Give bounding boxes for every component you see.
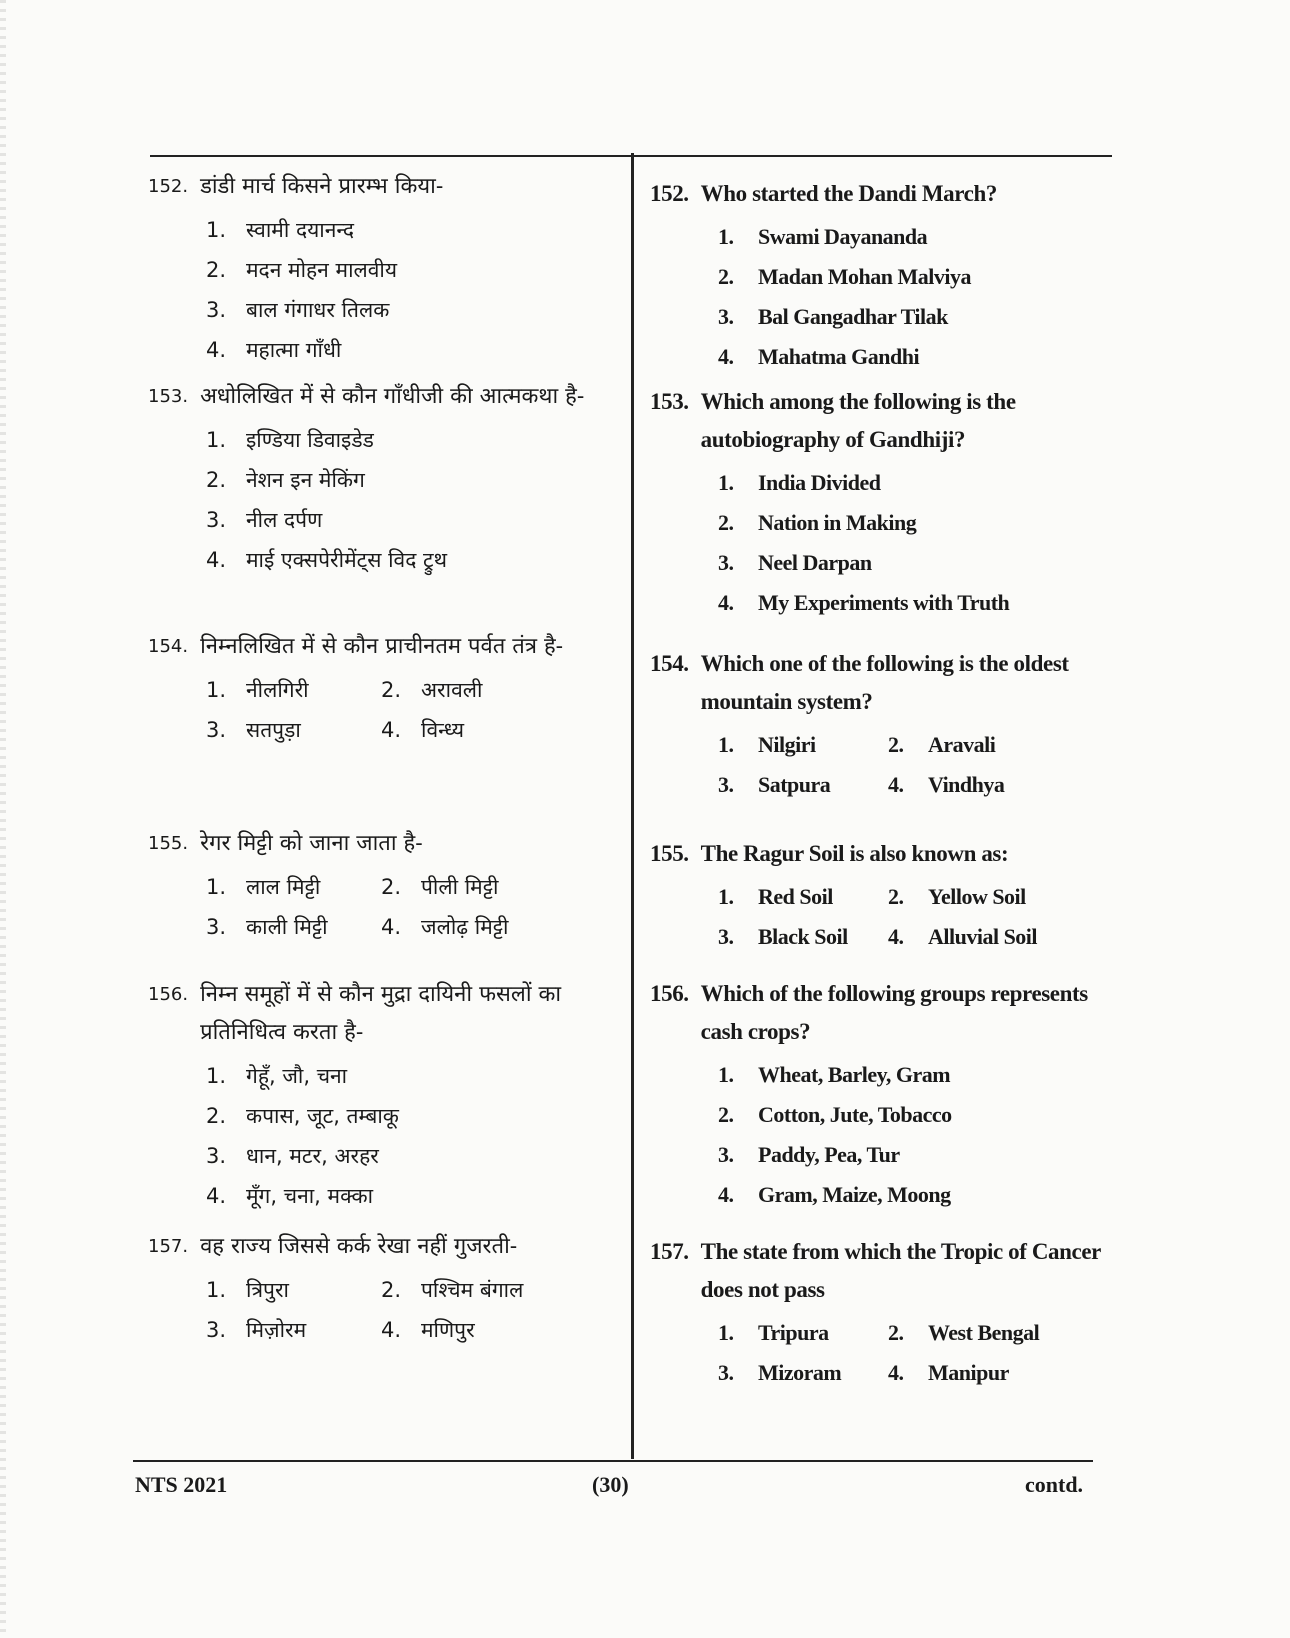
question-text: Which one of the following is the oldest mountain system? — [700, 651, 1069, 714]
option — [650, 257, 1110, 297]
option-number: 4. — [888, 924, 904, 949]
option — [381, 670, 561, 710]
option-text: महात्मा गाँधी — [246, 338, 342, 362]
option — [148, 1096, 598, 1136]
hindi-question-157 — [148, 1228, 598, 1350]
question-text: निम्न समूहों में से कौन मुद्रा दायिनी फसलों का प्रतिनिधित्व करता है- — [200, 982, 562, 1045]
question-number: 153. — [148, 386, 189, 407]
footer-exam-code: NTS 2021 — [135, 1472, 228, 1497]
question-text: Which among the following is the autobiography of Gandhiji? — [700, 389, 1016, 452]
question-text: The state from which the Tropic of Cancer does not pass — [700, 1239, 1101, 1302]
bottom-rule — [133, 1460, 1093, 1462]
english-question-155 — [650, 835, 1110, 957]
english-question-152 — [650, 175, 1110, 377]
option-text: Nilgiri — [758, 732, 816, 757]
option-text: पीली मिट्टी — [421, 875, 499, 899]
option-text: Tripura — [758, 1320, 829, 1345]
option-number: 1. — [206, 428, 227, 452]
option-text: इण्डिया डिवाइडेड — [246, 428, 374, 452]
option-number: 1. — [206, 218, 227, 242]
option — [888, 917, 1068, 957]
option — [718, 1353, 888, 1393]
option-text: पश्चिम बंगाल — [421, 1278, 524, 1302]
option-text: Bal Gangadhar Tilak — [758, 304, 948, 329]
option-text: मूँग, चना, मक्का — [246, 1184, 374, 1208]
option-number: 4. — [718, 1182, 734, 1207]
option-number: 3. — [718, 772, 734, 797]
option-number: 2. — [206, 468, 227, 492]
option-text: Mahatma Gandhi — [758, 344, 920, 369]
option — [650, 1055, 1110, 1095]
option-text: Neel Darpan — [758, 550, 872, 575]
question-number: 152. — [148, 176, 189, 197]
option-number: 1. — [718, 470, 734, 495]
option — [148, 250, 598, 290]
question-text: वह राज्य जिससे कर्क रेखा नहीं गुजरती- — [200, 1234, 518, 1259]
option-number: 1. — [718, 732, 734, 757]
option-text: बाल गंगाधर तिलक — [246, 298, 390, 322]
option — [148, 1136, 598, 1176]
option — [148, 420, 598, 460]
hindi-question-155 — [148, 825, 598, 947]
option-number: 3. — [718, 304, 734, 329]
footer-contd: contd. — [1025, 1472, 1084, 1497]
question-text: Which of the following groups represents cash crops? — [700, 981, 1088, 1044]
option-text: गेहूँ, जौ, चना — [246, 1064, 348, 1088]
hindi-question-153 — [148, 378, 598, 580]
option-text: Black Soil — [758, 924, 848, 949]
option — [718, 765, 888, 805]
option-number: 2. — [718, 510, 734, 535]
option — [888, 1353, 1068, 1393]
option-text: स्वामी दयानन्द — [246, 218, 355, 242]
option-number: 3. — [206, 1318, 227, 1342]
option-text: Red Soil — [758, 884, 833, 909]
option — [650, 503, 1110, 543]
option — [718, 725, 888, 765]
option — [148, 330, 598, 370]
option-number: 2. — [206, 258, 227, 282]
option-text: नेशन इन मेकिंग — [246, 468, 365, 492]
option-number: 2. — [888, 1320, 904, 1345]
column-divider — [631, 153, 634, 1459]
option-number: 1. — [206, 875, 227, 899]
option-number: 3. — [206, 718, 227, 742]
option-text: नीलगिरी — [246, 678, 309, 702]
option-number: 1. — [718, 1062, 734, 1087]
english-question-154 — [650, 645, 1110, 805]
option — [148, 290, 598, 330]
option — [888, 1313, 1068, 1353]
option — [381, 710, 561, 750]
option — [148, 540, 598, 580]
option-text: Gram, Maize, Moong — [758, 1182, 951, 1207]
option — [650, 1175, 1110, 1215]
option-number: 1. — [206, 1064, 227, 1088]
option-number: 2. — [718, 264, 734, 289]
option-text: Manipur — [928, 1360, 1009, 1385]
option-text: काली मिट्टी — [246, 915, 328, 939]
option-number: 4. — [206, 338, 227, 362]
option-text: Swami Dayananda — [758, 224, 928, 249]
option-number: 3. — [718, 924, 734, 949]
option — [381, 1310, 561, 1350]
option-number: 4. — [718, 590, 734, 615]
option — [650, 1095, 1110, 1135]
english-question-156 — [650, 975, 1110, 1215]
question-text: अधोलिखित में से कौन गाँधीजी की आत्मकथा है- — [200, 384, 585, 409]
option — [888, 765, 1068, 805]
option — [718, 917, 888, 957]
question-number: 155. — [148, 833, 189, 854]
option-text: Yellow Soil — [928, 884, 1026, 909]
option-number: 3. — [206, 298, 227, 322]
option-number: 2. — [206, 1104, 227, 1128]
option-text: अरावली — [421, 678, 483, 702]
option — [148, 500, 598, 540]
option-text: मदन मोहन मालवीय — [246, 258, 398, 282]
option — [718, 1313, 888, 1353]
option-text: Alluvial Soil — [928, 924, 1038, 949]
question-text: निम्नलिखित में से कौन प्राचीनतम पर्वत तंत्र है- — [200, 634, 564, 659]
option-text: Aravali — [928, 732, 996, 757]
option-number: 2. — [381, 875, 402, 899]
english-question-157 — [650, 1233, 1110, 1393]
option-text: मणिपुर — [421, 1318, 475, 1342]
option-text: India Divided — [758, 470, 881, 495]
option-number: 4. — [888, 772, 904, 797]
option — [148, 460, 598, 500]
option-text: My Experiments with Truth — [758, 590, 1010, 615]
option-text: West Bengal — [928, 1320, 1040, 1345]
option — [650, 543, 1110, 583]
scan-edge-marks — [0, 0, 6, 1638]
option-number: 3. — [206, 1144, 227, 1168]
option-text: जलोढ़ मिट्टी — [421, 915, 509, 939]
option-number: 3. — [718, 1142, 734, 1167]
question-number: 153. — [650, 389, 689, 414]
option-text: मिज़ोरम — [246, 1318, 307, 1342]
option-number: 2. — [381, 1278, 402, 1302]
question-text: रेगर मिट्टी को जाना जाता है- — [200, 831, 423, 856]
option-text: माई एक्सपेरीमेंट्स विद ट्रुथ — [246, 548, 448, 572]
option-text: Satpura — [758, 772, 831, 797]
question-text: Who started the Dandi March? — [700, 181, 997, 206]
option-number: 4. — [718, 344, 734, 369]
question-number: 154. — [148, 636, 189, 657]
option — [206, 1270, 381, 1310]
option-text: धान, मटर, अरहर — [246, 1144, 379, 1168]
option — [206, 907, 381, 947]
hindi-question-154 — [148, 628, 598, 750]
english-question-153 — [650, 383, 1110, 623]
option-number: 2. — [381, 678, 402, 702]
question-number: 156. — [650, 981, 689, 1006]
option-text: सतपुड़ा — [246, 718, 301, 742]
option — [650, 583, 1110, 623]
option-text: त्रिपुरा — [246, 1278, 289, 1302]
option-text: Mizoram — [758, 1360, 842, 1385]
option — [650, 1135, 1110, 1175]
option-number: 4. — [206, 548, 227, 572]
question-text: डांडी मार्च किसने प्रारम्भ किया- — [200, 174, 444, 199]
question-text: The Ragur Soil is also known as: — [700, 841, 1009, 866]
option-number: 1. — [718, 224, 734, 249]
option-text: विन्ध्य — [421, 718, 465, 742]
option — [381, 867, 561, 907]
option — [381, 1270, 561, 1310]
hindi-question-156 — [148, 976, 598, 1216]
option-number: 1. — [718, 884, 734, 909]
option — [148, 210, 598, 250]
option-text: नील दर्पण — [246, 508, 323, 532]
option — [381, 907, 561, 947]
option-text: Wheat, Barley, Gram — [758, 1062, 951, 1087]
option-number: 3. — [206, 915, 227, 939]
option-number: 3. — [206, 508, 227, 532]
question-number: 157. — [148, 1236, 189, 1257]
question-number: 157. — [650, 1239, 689, 1264]
question-number: 156. — [148, 984, 189, 1005]
option-number: 4. — [206, 1184, 227, 1208]
option — [718, 877, 888, 917]
hindi-question-152 — [148, 168, 598, 370]
option-number: 3. — [718, 1360, 734, 1385]
option — [650, 217, 1110, 257]
question-number: 154. — [650, 651, 689, 676]
page-number: (30) — [592, 1472, 629, 1497]
option-number: 2. — [888, 884, 904, 909]
option — [650, 337, 1110, 377]
option-number: 4. — [381, 718, 402, 742]
option-number: 1. — [206, 678, 227, 702]
option — [650, 297, 1110, 337]
option-number: 4. — [381, 1318, 402, 1342]
question-number: 152. — [650, 181, 689, 206]
option — [206, 710, 381, 750]
option-number: 4. — [888, 1360, 904, 1385]
option — [206, 1310, 381, 1350]
question-number: 155. — [650, 841, 689, 866]
option-text: Vindhya — [928, 772, 1005, 797]
option — [206, 867, 381, 907]
option-number: 4. — [381, 915, 402, 939]
option — [148, 1176, 598, 1216]
option-text: लाल मिट्टी — [246, 875, 321, 899]
option-number: 3. — [718, 550, 734, 575]
option-number: 1. — [206, 1278, 227, 1302]
option — [650, 463, 1110, 503]
option-number: 2. — [888, 732, 904, 757]
option-text: कपास, जूट, तम्बाकू — [246, 1104, 399, 1128]
option-text: Madan Mohan Malviya — [758, 264, 971, 289]
option-number: 1. — [718, 1320, 734, 1345]
option — [206, 670, 381, 710]
option-text: Cotton, Jute, Tobacco — [758, 1102, 952, 1127]
option-text: Paddy, Pea, Tur — [758, 1142, 900, 1167]
option — [148, 1056, 598, 1096]
option — [888, 725, 1068, 765]
option — [888, 877, 1068, 917]
option-text: Nation in Making — [758, 510, 917, 535]
option-number: 2. — [718, 1102, 734, 1127]
